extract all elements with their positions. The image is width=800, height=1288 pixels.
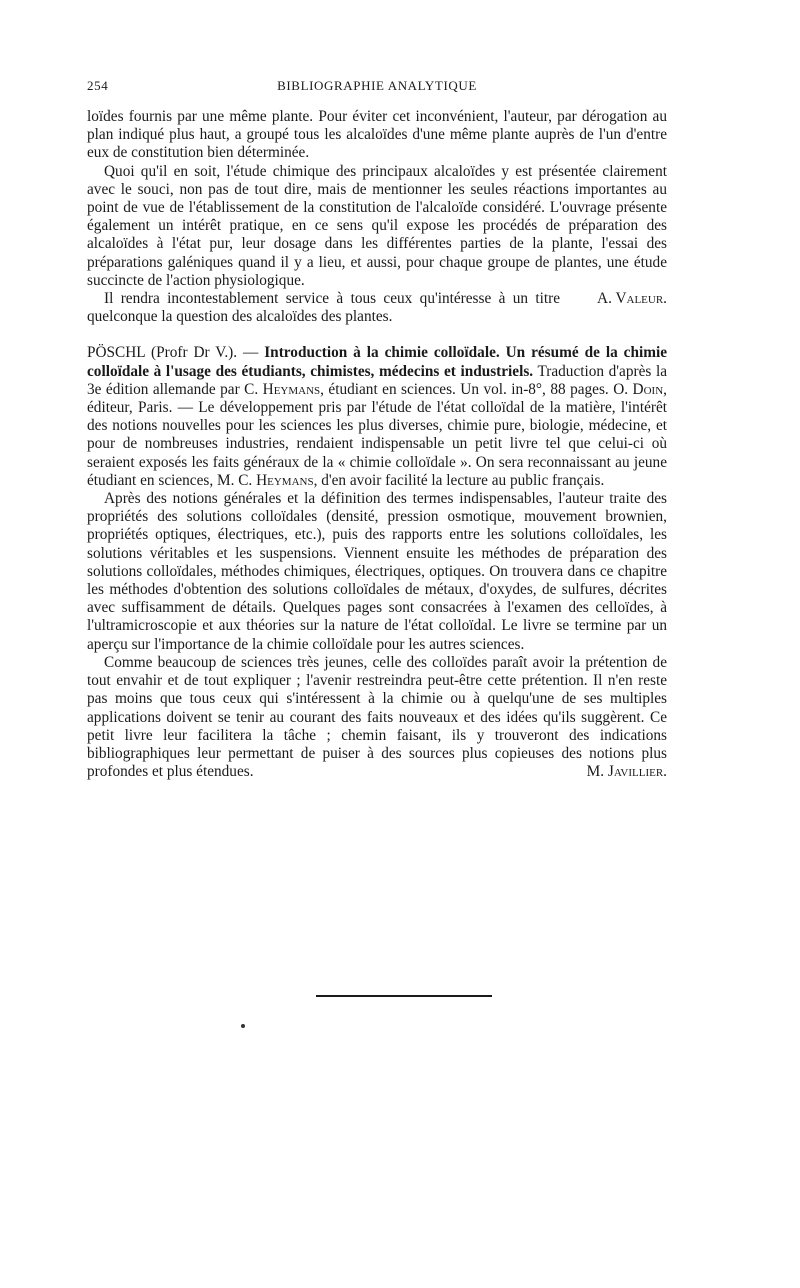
review1-paragraph-2: Quoi qu'il en soit, l'étude chimique des principaux alcaloïdes y est présentée clairement avec le souci, non pas de tout dire, mais de mentionner les seules réactions importantes au point de vue de l'établissement de la constitution de l'alcaloïde considéré. L'ouvrage présente également un intérêt pratique, en ce sens qu'il expose les procédés de préparation des alcaloïdes à l'état pur, leur dosage dans les différentes parties de la plante, l'essai des préparations galéniques quand il y a lieu, et aussi, pour chaque groupe de plantes, une étude succincte de l'action physiologique. xyxy=(87,162,667,289)
page-speck xyxy=(241,1024,245,1028)
running-title: BIBLIOGRAPHIE ANALYTIQUE xyxy=(277,78,477,93)
review2-paragraph-3 xyxy=(87,654,667,781)
page-number: 254 xyxy=(87,78,109,93)
review2-paragraph-3-text: Comme beaucoup de sciences très jeunes, celle des colloïdes paraît avoir la prétention de tout envahir et de tout expliquer ; l'avenir restreindra peut-être cette prétention. Il n'en reste pas moins que tous ceux qui s'intéressent à la chimie ou à quelqu'une de ses multiples applications doivent se tenir au courant des faits nouveaux et des idées qu'ils suggèrent. Ce petit livre leur facilitera la tâche ; chemin faisant, ils y trouveront des indications bibliographiques leur permettant de puiser à des sources plus copieuses des notions plus profondes et plus étendues. xyxy=(87,653,667,781)
review2-translator-1: Heymans xyxy=(262,380,321,398)
book-page xyxy=(87,78,667,781)
review2-head-text-4: , d'en avoir facilité la lecture au public français. xyxy=(313,471,605,489)
review2-translator-2: Heymans xyxy=(256,471,314,489)
end-rule xyxy=(316,995,492,997)
running-head xyxy=(87,78,667,98)
review2-publisher: Doin xyxy=(632,380,664,398)
review1-paragraph-3-text: Il rendra incontestablement service à tous ceux qu'intéresse à un titre quelconque la question des alcaloïdes des plantes. xyxy=(87,290,561,326)
review2-book-title: Introduction à la chimie colloïdale. Un résumé de la chimie colloïdale à l'usage des étudiants, chimistes, médecins et industriels. xyxy=(87,344,667,380)
review1-signature: A. Valeur. xyxy=(597,290,667,308)
review1-paragraph-3 xyxy=(87,290,667,326)
review2-paragraph-2: Après des notions générales et la définition des termes indispensables, l'auteur traite des propriétés des solutions colloïdales (densité, pression osmotique, mouvement brownien, propriétés optiques, électriques, etc.), puis des rapports entre les solutions colloïdales, les solutions véritables et les suspensions. Viennent ensuite les méthodes de préparation des solutions colloïdales, méthodes chimiques, électriques, optiques. On trouvera dans ce chapitre les méthodes d'obtention des solutions colloïdales de métaux, d'oxydes, de sulfures, décrites avec suffisamment de détails. Quelques pages sont consacrées à l'examen des celloïdes, à l'ultramicroscopie et aux théories sur la nature de l'état colloïdal. Le livre se termine par un aperçu sur l'importance de la chimie colloïdale pour les autres sciences. xyxy=(87,490,667,653)
review2-head-text-3: , éditeur, Paris. — Le développement pris par l'étude de l'état colloïdal de la matière, l'intérêt des notions nouvelles pour les sciences les plus diverses, chimie pure, biologie, médecine, et pour de nombreuses industries, rendaient indispensable un petit livre tel que celui-ci où seraient exposés les faits généraux de la « chimie colloïdale ». On sera reconnaissant au jeune étudiant en sciences, M. C. xyxy=(87,380,667,489)
review1-paragraph-1: loïdes fournis par une même plante. Pour éviter cet inconvénient, l'auteur, par dérogation au plan indiqué plus haut, a groupé tous les alcaloïdes d'une même plante auprès de l'un d'entre eux de constitution bien déterminée. xyxy=(87,108,667,162)
review2-author: PÖSCHL (Profr Dr V.). — xyxy=(87,344,265,362)
review2-head-text-2: , étudiant en sciences. Un vol. in-8°, 88 pages. O. xyxy=(320,380,633,398)
review2-head-text-1: Traduction d'après la 3e édition allemande par C. xyxy=(87,362,667,398)
review2-signature: M. Javillier. xyxy=(586,763,667,781)
body-text xyxy=(87,108,667,781)
review2-heading-paragraph xyxy=(87,344,667,490)
